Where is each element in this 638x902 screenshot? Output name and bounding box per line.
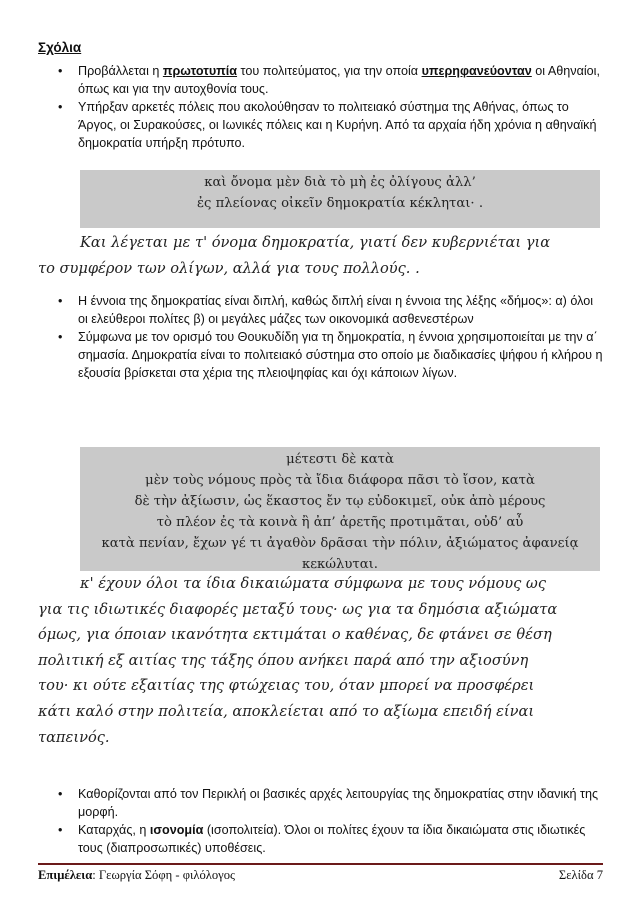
- list-item: [58, 785, 603, 821]
- text: Η έννοια της δημοκρατίας είναι διπλή, καθώς διπλή είναι η έννοια της λέξης «δήμος»: α) όλοι οι ελεύθεροι πολίτες β) οι μεγάλες μάζες των οικονομικά ασθενεστέρων: [78, 294, 594, 326]
- bullet-icon: •: [58, 787, 63, 801]
- translation-line: για τις ιδιωτικές διαφορές μεταξύ τους· ως για τα δημόσια αξιώματα: [38, 600, 558, 618]
- list-item: [58, 98, 603, 152]
- section-heading: Σχόλια: [38, 40, 82, 55]
- translation-2: [38, 571, 603, 750]
- bullet-icon: •: [58, 823, 63, 837]
- list-item: [58, 821, 603, 857]
- quote-line: τὸ πλέον ἐς τὰ κοινὰ ἢ ἀπ’ ἀρετῆς προτιμᾶται, οὐδ’ αὖ: [156, 515, 524, 530]
- text: (ισοπολιτεία). Όλοι οι πολίτες έχουν τα ίδια δικαιώματα στις ιδιωτικές τους (διαπροσωπικές) υποθέσεις.: [78, 823, 586, 855]
- translation-line: κάτι καλό στην πολιτεία, αποκλείεται από το αξίωμα επειδή είναι: [38, 702, 535, 720]
- term-protypia: πρωτοτυπία: [162, 64, 238, 78]
- bullet-icon: •: [58, 100, 63, 114]
- ancient-quote-box-2: [80, 447, 600, 571]
- list-item: [58, 328, 603, 382]
- bullet-list-pericles: [58, 785, 603, 857]
- bullet-icon: •: [58, 294, 63, 308]
- translation-line: πολιτική εξ αιτίας της τάξης όπου ανήκει παρά από την αξιοσύνη: [38, 651, 529, 669]
- text: οι Αθηναίοι, όπως και για την αυτοχθονία τους.: [78, 64, 600, 96]
- text: του πολιτεύματος, για την οποία: [237, 64, 422, 78]
- quote-line: δὲ τὴν ἀξίωσιν, ὡς ἕκαστος ἔν τῳ εὐδοκιμεῖ, οὐκ ἀπὸ μέρους: [134, 494, 546, 509]
- quote-line: ἐς πλείονας οἰκεῖν δημοκρατία κέκληται· .: [196, 196, 484, 211]
- bullet-icon: •: [58, 64, 63, 78]
- term-yperifaneuontan: υπερηφανεύονταν: [421, 64, 532, 78]
- bullet-list-intro: [58, 62, 603, 152]
- translation-line: όμως, για όποιαν ικανότητα εκτιμάται ο καθένας, δε φτάνει σε θέση: [38, 626, 552, 644]
- translation-line: Και λέγεται με τ' όνομα δημοκρατία, γιατί δεν κυβερνιέται για: [80, 234, 551, 251]
- ancient-quote-box-1: [80, 170, 600, 228]
- translation-1: [38, 230, 603, 281]
- translation-line: του· κι ούτε εξαιτίας της φτώχειας του, όταν μπορεί να προσφέρει: [38, 677, 535, 695]
- bullet-list-democracy: [58, 292, 603, 382]
- quote-line: καὶ ὄνομα μὲν διὰ τὸ μὴ ἐς ὀλίγους ἀλλ’: [204, 175, 476, 190]
- quote-line: κατὰ πενίαν, ἔχων γέ τι ἀγαθὸν δρᾶσαι τὴν πόλιν, ἀξιώματος ἀφανείᾳ: [101, 536, 579, 551]
- footer-credit: [38, 868, 235, 883]
- translation-line: κ' έχουν όλοι τα ίδια δικαιώματα σύμφωνα με τους νόμους ως: [80, 575, 546, 592]
- quote-line: μέτεστι δὲ κατὰ: [286, 452, 394, 467]
- quote-line: μὲν τοὺς νόμους πρὸς τὰ ἴδια διάφορα πᾶσι τὸ ἴσον, κατὰ: [145, 473, 535, 488]
- quote-line: κεκώλυται.: [301, 557, 378, 572]
- text: Καταρχάς, η: [78, 823, 150, 837]
- translation-line: ταπεινός.: [38, 728, 110, 746]
- text: Προβάλλεται η: [78, 64, 163, 78]
- term-isonomia: ισονομία: [149, 823, 204, 837]
- text: Υπήρξαν αρκετές πόλεις που ακολούθησαν το πολιτειακό σύστημα της Αθήνας, όπως το Άργος, οι Συρακούσες, οι Ιωνικές πόλεις και η Κυρήνη. Από τα αρχαία ήδη χρόνια η αθηναϊκή δημοκρατία υπήρξη πρότυπο.: [78, 100, 597, 150]
- page-number: Σελίδα 7: [558, 868, 603, 882]
- list-item: [58, 292, 603, 328]
- text: Σύμφωνα με τον ορισμό του Θουκυδίδη για τη δημοκρατία, η έννοια χρησιμοποιείται με την α΄ σημασία. Δημοκρατία είναι το πολιτειακό σύστημα στο οποίο με διαδικασίες ψήφου ή κλήρου η εξουσία βρίσκεται στα χέρια της πλειοψηφίας και όχι κάποιων λίγων.: [78, 330, 603, 380]
- footer-label: Επιμέλεια: [38, 868, 93, 882]
- footer-author: : Γεωργία Σόφη - φιλόλογος: [92, 868, 236, 882]
- list-item: [58, 62, 603, 98]
- footer-divider: [38, 863, 603, 865]
- translation-line: το συμφέρον των ολίγων, αλλά για τους πολλούς. .: [38, 259, 420, 277]
- bullet-icon: •: [58, 330, 63, 344]
- text: Καθορίζονται από τον Περικλή οι βασικές αρχές λειτουργίας της δημοκρατίας στην ιδανική της μορφή.: [78, 787, 599, 819]
